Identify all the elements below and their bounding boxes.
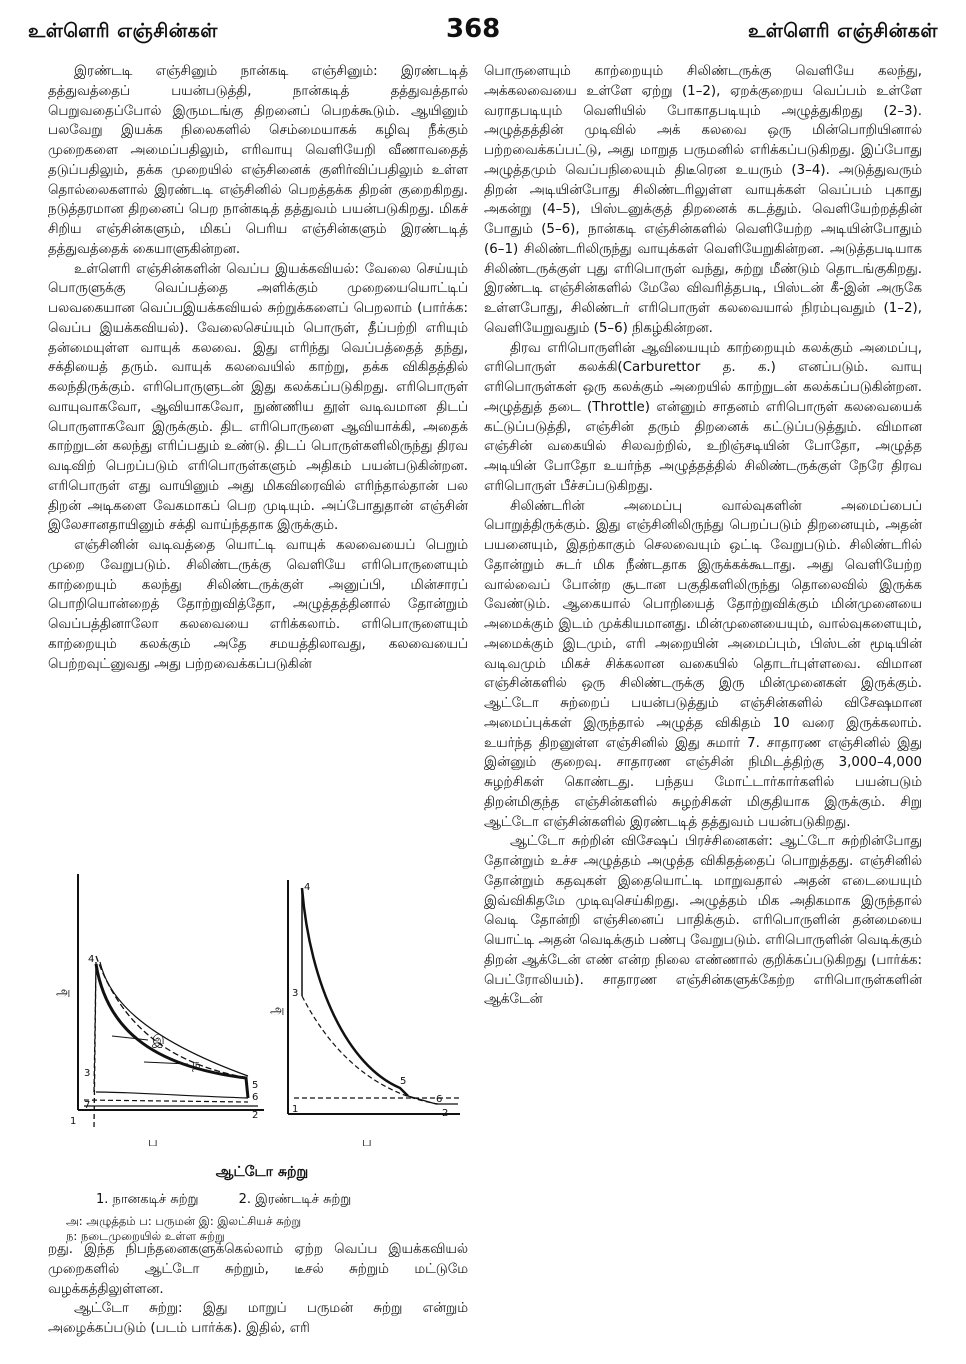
diagram-two-stroke (288, 880, 460, 1114)
point-4-b: 4 (304, 882, 311, 893)
point-6: 6 (252, 1092, 259, 1103)
left-column (48, 62, 468, 674)
ideal-compression (94, 962, 96, 1128)
diagram-four-stroke (78, 874, 264, 1128)
point-6-b: 6 (436, 1094, 443, 1105)
point-1: 1 (70, 1116, 77, 1127)
point-4: 4 (88, 954, 95, 965)
point-2-b: 2 (442, 1108, 449, 1119)
y-axis-label: அ (56, 985, 71, 1000)
right-column (484, 62, 922, 1010)
otto-cycle-figure (48, 866, 476, 1242)
legend-line-2: ந: நடைமுறையில் உள்ள சுற்று (66, 1229, 225, 1243)
y-axis-label-2: அ (270, 1003, 285, 1018)
actual-curve-label: ந (192, 1057, 201, 1072)
label-leader-ideal (112, 1036, 148, 1040)
figure-subcaptions (96, 1192, 387, 1208)
page-number: 368 (446, 14, 501, 44)
exhaust-curve-2 (408, 1096, 458, 1104)
running-head-right: உள்ளெரி எஞ்சின்கள் (748, 20, 938, 42)
intake-line (84, 1100, 248, 1102)
subcaption-two-stroke: 2. இரண்டடிச் சுற்று (238, 1192, 352, 1207)
paragraph-two-stroke-four-stroke: இரண்டடி எஞ்சினும் நான்கடி எஞ்சினும்: இரண்டடித் தத்துவத்தைப் பயன்படுத்தி, நான்கடித் தத்துவத்தால் பெறுவதைப்போல் இருமடங்கு திறனைப் பெறக்கூடும். ஆயினும் பலவேறு இயக்க நிலைகளில் செம்மையாகக் கழிவு நீக்கும் முறைகளை அமைப்பதிலும், எரிவாயு வெளியேறி வீணாவதைத் தடுப்பதிலும், தக்க முறையில் எஞ்சினைக் குளிர்விப்பதிலும் உள்ள தொல்லைகளால் இரண்டடி எஞ்சினில் பெறத்தக்க திறன் குறைகிறது. நடுத்தரமான திறனைப் பெற நான்கடித் தத்துவம் பயன்படுகிறது. மிகச் சிறிய எஞ்சின்களும், மிகப் பெரிய எஞ்சின்களும் இரண்டடித் தத்துவத்தைக் கையாளுகின்றன. (48, 64, 468, 257)
subcaption-four-stroke: 1. நானகடிச் சுற்று (96, 1192, 199, 1207)
x-axis-label-2: ப (362, 1135, 372, 1150)
point-3: 3 (84, 1068, 91, 1079)
paragraph-otto-steps: பொருளையும் காற்றையும் சிலிண்டருக்கு வெளியே கலந்து, அக்கலவையை உள்ளே ஏற்று (1–2), ஏறக்குறைய வெப்பம் உள்ளே வராதபடியும் வெளியில் போகாதபடியும் அழுத்துகிறது (2–3). அழுத்தத்தின் முடிவில் அக் கலவை ஒரு மின்பொறியினால் பற்றவைக்கப்பட்டு, அது மாறுத பருமனில் எரிக்கப்படுகிறது. இப்போது அழுத்தமும் வெப்பநிலையும் திடீரென உயரும் (3–4). அடுத்துவரும் திறன் அடியின்போது சிலிண்டரிலுள்ள வாயுக்கள் வெப்பம் புகாது அகன்று (4–5), பிஸ்டனுக்குத் திறனைக் கடத்தும். வெளியேற்றத்தின் போதும் (5–6), நான்கடி எஞ்சின்களில் வெளியேற்ற அடியின்போதும் (6–1) சிலிண்டரிலிருந்து வாயுக்கள் வெளியேறுகின்றன. அடுத்தபடியாக சிலிண்டருக்குள் புது எரிபொருள் வந்து, சுற்று மீண்டும் தொடங்குகிறது. இரண்டடி எஞ்சின்களில் மேலே விவரித்தபடி, பிஸ்டன் கீ-இன் அருகே உள்ளபோது, சிலிண்டர் எரிபொருள் கலவையால் நிரம்புவதும் (1–2), வெளியேறுவதும் (5–6) நிகழ்கின்றன. (484, 64, 922, 336)
point-5: 5 (252, 1080, 259, 1091)
figure-caption: ஆட்டோ சுற்று (215, 1164, 309, 1180)
paragraph-cylinder: சிலிண்டரின் அமைப்பு வால்வுகளின் அமைப்பைப் பொறுத்திருக்கும். இது எஞ்சினிலிருந்து பெறப்படும் திறனையும், அதன் பயனையும், இதற்காகும் செலவையும் ஒட்டி வேறுபடும். சிலிண்டரில் தோன்றும் சுடர் மிக நீண்டதாக இருக்கக்கூடாது. அது வெளியேற்ற வால்வைப் போன்ற சூடான பகுதிகளிலிருந்து தொலைவில் இருக்க வேண்டும். ஆகையால் பொறியைத் தோற்றுவிக்கும் மின்முனையை அமைக்கும் இடம் முக்கியமானது. மின்முனையையும், வால்வுகளையும், அமைக்கும் இடமும், எரி அறையின் அமைப்பும், பிஸ்டன் மூடியின் வடிவமும் மிகச் சிக்கலான வகையில் தொடர்புள்ளவை. விமான எஞ்சின்களில் ஒரு சிலிண்டருக்கு இரு மின்முனைகள் இருக்கும். ஆட்டோ சுற்றைப் பயன்படுத்தும் எஞ்சின்களில் விசேஷமான அமைப்புக்கள் இருந்தால் அழுத்த விகிதம் 10 வரை இருக்கலாம். உயர்ந்த திறனுள்ள எஞ்சினில் இது சுமார் 7. சாதாரண எஞ்சினில் இது இன்னும் குறைவு. சாதாரண எஞ்சின் நிமிடத்திற்கு 3,000–4,000 சுழற்சிகள் கொண்டது. பந்தய மோட்டார்கார்களில் பயன்படும் திறன்மிகுந்த எஞ்சின்களில் சுழற்சிகள் மிகுதியாக இருக்கும். சிறு ஆட்டோ எஞ்சின்களில் இரண்டடித் தத்துவம் பயன்படுகிறது. (484, 498, 922, 830)
expansion-curve-2 (302, 888, 408, 1096)
paragraph-thermodynamics: உள்ளெரி எஞ்சின்களின் வெப்ப இயக்கவியல்: வேலை செய்யும் பொருளுக்கு வெப்பத்தை அளிக்கும் முறையையொட்டிப் பலவகையான வெப்பஇயக்கவியல் சுற்றுக்களைப் பெறலாம் (பார்க்க: வெப்ப இயக்கவியல்). வேலைசெய்யும் பொருள், தீப்பற்றி எரியும் தன்மையுள்ள வாயுக் கலவை. இது எரிந்து வெப்பத்தைத் தந்து, சக்தியைத் தரும். வாயுக் கலவையில் காற்று, தக்க விகிதத்தில் கலந்திருக்கும். எரிபொருளுடன் இது கலக்கப்படுகிறது. எரிபொருள் வாயுவாகவோ, ஆவியாகவோ, நுண்ணிய தூள் வடிவமான திடப் பொருளாகவோ இருக்கும். திட எரிபொருளை ஆவியாக்கி, அதைக் காற்றுடன் கலந்து எரிப்பதும் உண்டு. திடப் பொருள்களிலிருந்து திரவ வடிவிற் பெறப்படும் எரிபொருள்களும் அதிகம் பயன்படுகின்றன. எரிபொருள் எது வாயினும் அது மிகவிரைவில் எரிந்தால்தான் பல திறன் அடிகளை வேகமாகப் பெற முடியும். அப்போதுதான் எஞ்சின் இலேசானதாயினும் சக்தி வாய்ந்ததாக இருக்கும். (48, 261, 468, 534)
point-5-b: 5 (400, 1076, 407, 1087)
point-7: 7 (84, 1100, 91, 1111)
paragraph-otto-cycle: ஆட்டோ சுற்று: இது மாறுப் பருமன் சுற்று என்றும் அழைக்கப்படும் (படம் பார்க்க). இதில், எரி (48, 1301, 468, 1336)
page-header (28, 14, 938, 54)
left-column-bottom (48, 1240, 468, 1339)
point-1-b: 1 (292, 1104, 299, 1115)
compression-curve-2 (302, 996, 438, 1104)
compression-curve (96, 1092, 248, 1098)
paragraph-mixture: எஞ்சினின் வடிவத்தை யொட்டி வாயுக் கலவையைப் பெறும் முறை வேறுபடும். சிலிண்டருக்கு வெளியே எரிபொருளையும் காற்றையும் கலந்து சிலிண்டருக்குள் அனுப்பி, மின்சாரப் பொறியொன்றைத் தோற்றுவித்தோ, அழுத்தத்தினால் தோன்றும் வெப்பத்தினாலோ கலவையை எரிக்கலாம். எரிபொருளையும் காற்றையும் கலக்கும் அதே சமயத்திலாவது, கலவையைப் பெற்றவுட்னுவது அது பற்றவைக்கப்படுகின் (48, 538, 468, 672)
actual-expansion (96, 964, 248, 1098)
paragraph-otto-problems: ஆட்டோ சுற்றின் விசேஷப் பிரச்சினைகள்: ஆட்டோ சுற்றின்போது தோன்றும் உச்ச அழுத்தம் அழுத்த விகிதத்தைப் பொறுத்தது. எஞ்சினில் தோன்றும் கதவுகள் இதையொட்டி மாறுவதால் அதன் எடையையும் இவ்விகிதமே முடிவுசெய்கிறது. அழுத்தம் மிக அதிகமாக இருந்தால் வெடி தோன்றி எஞ்சினைப் பாதிக்கும். எரிபொருளின் தன்மையை யொட்டி அதன் வெடிக்கும் பண்பு வேறுபடும். எரிபொருளின் வெடிக்கும் திறன் ஆக்டேன் எண் என்ற நிலை எண்ணால் குறிக்கப்படுகிறது (பார்க்க: பெட்ரோலியம்). சாதாரண எஞ்சின்களுக்கேற்ற எரிபொருள்களின் ஆக்டேன் (484, 834, 922, 1008)
running-head-left: உள்ளெரி எஞ்சின்கள் (28, 20, 218, 42)
legend-line-1: அ: அழுத்தம் ப: பருமன் இ: இலட்சியச் சுற்று (66, 1214, 302, 1228)
paragraph-carburettor: திரவ எரிபொருளின் ஆவியையும் காற்றையும் கலக்கும் அமைப்பு, எரிபொருள் கலக்கி(Carburettor த. க.) எனப்படும். வாயு எரிபொருள்கள் ஒரு கலக்கும் அறையில் காற்றுடன் கலக்கப்படுகின்றன. அழுத்துத் தடை (Throttle) என்னும் சாதனம் எரிபொருள் கலவையைக் கட்டுப்படுத்தி, எஞ்சின் தரும் திறனைக் கட்டுப்படுத்தும். விமான எஞ்சின் வகையில் சிலவற்றில், உறிஞ்சடியின் போதோ, அழுத்த அடியின் போதோ உயர்ந்த அழுத்தத்தில் சிலிண்டருக்குள் நேரே திரவ எரிபொருள் பீச்சப்படுகிறது. (484, 340, 922, 494)
pv-diagram (48, 866, 476, 1166)
point-3-b: 3 (292, 988, 299, 999)
point-2: 2 (252, 1110, 259, 1121)
ideal-curve-label: இ (152, 1033, 165, 1048)
x-axis-label: ப (148, 1135, 158, 1150)
paragraph-cycles: றது. இந்த நிபந்தனைகளுக்கெல்லாம் ஏற்ற வெப்ப இயக்கவியல் முறைகளில் ஆட்டோ சுற்றும், டீசல் சுற்றும் மட்டுமே வழக்கத்திலுள்ளன. (48, 1242, 468, 1297)
